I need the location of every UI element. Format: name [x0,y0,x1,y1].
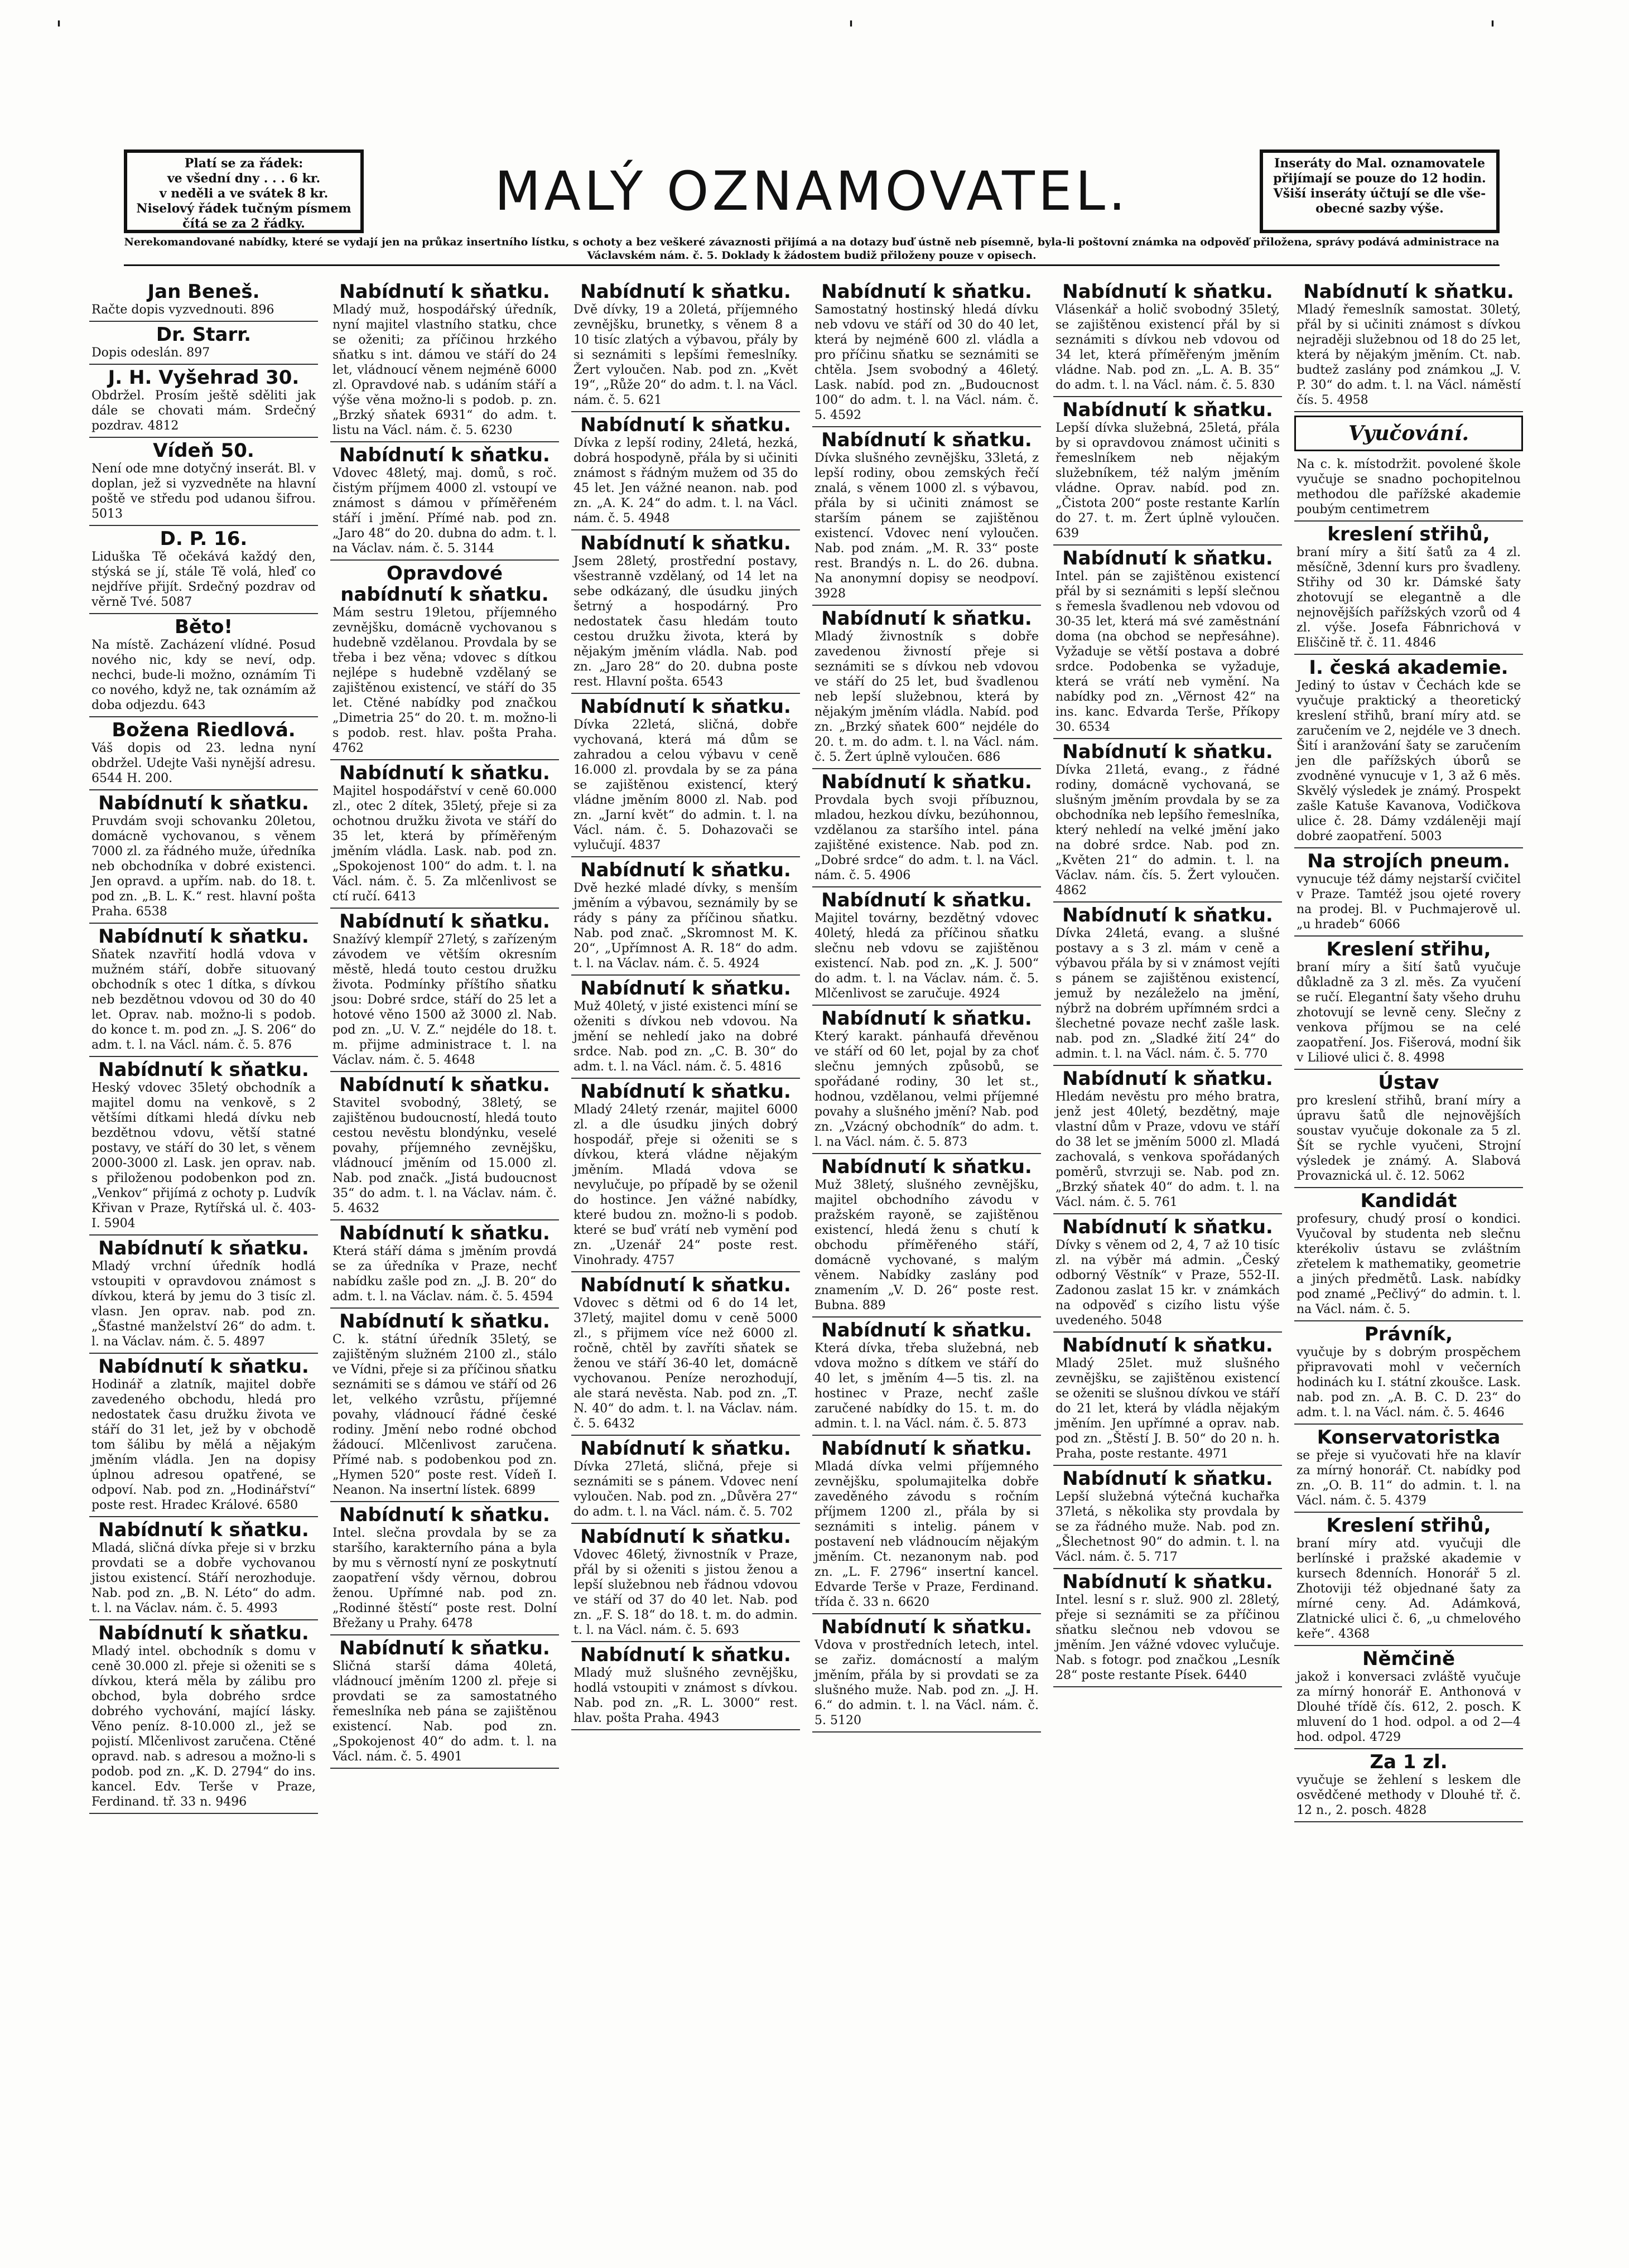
ad-text: Stavitel svobodný, 38letý, se zajištěnou budoucností, hledá touto cestou nevěstu blondýnku, veselé povahy, příjemného zevnějšku, vládnoucí jměním od 15.000 zl. Nab. pod značk. „Jistá budoucnost 35“ do adm. t. l. na Václav. nám. č. 5. 4632 [332,1096,557,1215]
classified-ad [330,1635,559,1769]
ad-text: Muž 38letý, slušného zevnějšku, majitel obchodního závodu v pražském rayoně, se zajištěnou existencí, hledá ženu s chutí k obchodu příměřeného stáří, domácně vychované, s malým věnem. Nabídky zaslány pod znamením „V. D. 26“ poste rest. Bubna. 889 [814,1178,1039,1312]
ad-heading: Nabídnutí k sňatku. [1062,1468,1273,1490]
classified-ad [89,717,318,790]
ad-heading: Nabídnutí k sňatku. [98,1622,309,1644]
ad-heading: Nabídnutí k sňatku. [339,910,550,933]
ad-text: Mám sestru 19letou, příjemného zevnějšku, domácně vychovanou s hudebně vzdělanou. Provdala by se třeba i bez věna; vdovec s dítkou nejlépe s hudebně vzdělaný se zajištěnou existencí, ve stáří do 35 let. Ctěné nabídky pod značkou „Dimetria 25“ do 20. t. m. možno-li s podob. rest. hlav. pošta Praha. 4762 [332,606,557,755]
ad-text: Vdovec 46letý, živnostník v Praze, přál by si oženiti s jistou ženou a lepší služebnou neb řádnou vdovou ve stáří od 37 do 40 let. Nab. pod zn. „F. S. 18“ do 18. t. m. do admin. t. l. na Václ. nám. č. 5. 693 [573,1548,798,1637]
ad-heading: Nabídnutí k sňatku. [98,1059,309,1081]
ad-text: Mladá dívka velmi příjemného zevnějšku, spolumajitelka dobře zaveděného závodu s ročním příjmem 1200 zl., přála by si seznámiti s intelig. pánem v postavení neb vládnoucím nějakým jměním. Ct. nezanonym nab. pod zn. „L. F. 2796“ insertní kancel. Edvarde Terše v Praze, Ferdinand. třída č. 33 n. 6620 [814,1460,1039,1609]
ad-text: Mladý živnostník s dobře zavedenou živností přeje si seznámiti se s dívkou neb vdovou ve stáří do 25 let, bud švadlenou neb lepší služebnou, která by nějakým jměním vládla. Nabíd. pod zn. „Brzký sňatek 600“ nejdéle do 20. t. m. do adm. t. l. na Václ. nám. č. 5. Žert úplně vyloučen. 686 [814,630,1039,764]
ad-text: Na c. k. místodržit. povolené škole vyučuje se snadno pochopitelnou methodou dle pařížské akademie poubým centimetrem [1297,457,1521,517]
ad-text: braní míry a šití šatů za 4 zl. měsíčně, 3denní kurs pro švadleny. Střihy od 30 kr. Dámské šaty zhotovují se elegantně a dle nejnovějších pařížských vzorů od 4 zl. výše. Josefa Fábnrichová v Eliščině tř. č. 11. 4846 [1297,546,1521,650]
scan-mark-right: ' [1490,17,1496,42]
ad-heading: Kandidát [1360,1190,1457,1212]
classified-ad [89,438,318,526]
ad-heading: Nabídnutí k sňatku. [98,1237,309,1260]
ad-heading: Nabídnutí k sňatku. [1062,1068,1273,1090]
ad-text: Který karakt. pánhaufá dřevěnou ve stáří od 60 let, pojal by za choť slečnu jemných způsobů, se spořádané rodiny, 30 let st., hodnou, vzdělanou, velmi příjemné povahy a slušného jmění? Nab. pod zn. „Vzácný obchodník“ do adm. t. l. na Václ. nám. č. 5. 873 [814,1030,1039,1149]
ad-heading: Nabídnutí k sňatku. [580,696,791,718]
ad-text: Mladý muž slušného zevnějšku, hodlá vstoupiti v známost s dívkou. Nab. pod zn. „R. L. 3000“ rest. hlav. pošta Praha. 4943 [573,1666,798,1725]
ad-text: pro kreslení střihů, braní míry a úpravu šatů dle nejnovějších soustav vyučuje dokonale za 5 zl. Šít se rychle vyučeni, Strojní výsledek je známý. A. Slabová Provaznická ul. č. 12. 5062 [1297,1094,1521,1183]
ad-text: Samostatný hostinský hledá dívku neb vdovu ve stáří od 30 do 40 let, která by nejméně 600 zl. vládla a pro příčinu sňatku se seznámiti se chtěla. Jsem svobodný a 46letý. Lask. nabíd. pod zn. „Budoucnost 100“ do adm. t. l. na Václ. nám. č. 5. 4592 [814,303,1039,422]
classified-ad [1053,546,1282,739]
ad-text: Jsem 28letý, prostřední postavy, všestranně vzdělaný, od 14 let na sebe odkázaný, dle úsudku jiných šetrný a hospodárný. Pro nedostatek času hledám touto cestou družku života, která by nějakým jměním vládla. Nab. pod zn. „Jaro 28“ do 20. dubna poste rest. Hlavní pošta. 6543 [573,554,798,689]
column-2 [330,279,559,2187]
ad-text: Mladý vrchní úředník hodlá vstoupiti v opravdovou známost s dívkou, která by jemu do 3 tisíc zl. vlasn. Jen oprav. nab. pod zn. „Šťastné manželství 26“ do adm. t. l. na Václav. nám. č. 5. 4897 [91,1260,316,1349]
ad-heading: Nabídnutí k sňatku. [580,1644,791,1666]
masthead [124,149,1500,233]
ad-text: Lepší dívka služebná, 25letá, přála by si opravdovou známost učiniti s řemeslníkem neb nějakým služebníkem, též nalým jměním vládne. Oprav. nabíd. pod zn. „Čistota 200“ poste restante Karlín do 27. t. m. Žert úplně vyloučen. 639 [1056,421,1280,541]
ad-heading: Nabídnutí k sňatku. [580,977,791,1000]
classified-ad [89,790,318,924]
ad-heading: Dr. Starr. [156,324,252,346]
ad-heading: Němčině [1362,1648,1455,1670]
classified-ad [1053,903,1282,1066]
ad-heading: Jan Beneš. [147,281,260,303]
ad-text: Vdova v prostředních letech, intel. se zařiz. domácností a malým jměním, přála by si provdati se za slušného muže. Nab. pod zn. „J. H. 6.“ do admin. t. l. na Václ. nám. č. 5. 5120 [814,1638,1039,1727]
ad-text: Dívka z lepší rodiny, 24letá, hezká, dobrá hospodyně, přála by si učiniti známost s řádným mužem od 35 do 45 let. Jen vážné neanon. nab. pod zn. „A. K. 24“ do adm. t. l. na Václ. nám. č. 5. 4948 [573,436,798,525]
ad-columns [89,279,1540,2187]
column-5 [1053,279,1282,2187]
ad-text: Hledám nevěstu pro mého bratra, jenž jest 40letý, bezdětný, maje vlastní dům v Praze, vdovu ve stáří do 38 let se jměním 5000 zl. Mladá zachovalá, s venkova spořádaných poměrů, stvrzuji se. Nab. pod zn. „Brzký sňatek 40“ do adm. t. l. na Václ. nám. č. 5. 761 [1056,1090,1280,1209]
classified-ad [1294,1425,1523,1513]
ad-text: vyučuje by s dobrým prospěchem připravovati mohl v večerních hodinách ku I. státní zkoušce. Lask. nab. pod zn. „A. B. C. D. 23“ do adm. t. l. na Václ. nám. č. 5. 4646 [1297,1345,1521,1420]
ad-text: Liduška Tě očekává každý den, stýská se jí, stále Tě volá, hleď co nejdříve přijít. Srdečný pozdrav od věrně Tvé. 5087 [91,550,316,609]
ad-text: Mladá, sličná dívka přeje si v brzku provdati se a dobře vychovanou jistou existencí. Stáří nerozhoduje. Nab. pod zn. „B. N. Léto“ do adm. t. l. na Václav. nám. č. 5. 4993 [91,1541,316,1615]
ad-text: braní míry a šití šatů vyučuje důkladně za 3 zl. měs. Za vyučení se ručí. Elegantní šaty všeho druhu zhotovují se levně ceny. Slečny z venkova příjmou se na celé zaopatření. Jos. Fišerová, modní šik v Liliové ulici č. 8. 4998 [1297,961,1521,1065]
ad-text: Váš dopis od 23. ledna nyní obdržel. Udejte Vaši nynější adresu. 6544 H. 200. [91,741,316,785]
ad-text: profesury, chudý prosí o kondici. Vyučoval by studenta neb slečnu kterékoliv ústavu se zvláštním zřetelem k mathematiky, geometrie a jiných předmětů. Lask. nabídky pod znamé „Pečlivý“ do admin. t. l. na Václ. nám. č. 5. [1297,1212,1521,1316]
ad-heading: Konservatoristka [1317,1426,1501,1449]
ad-heading: Nabídnutí k sňatku. [339,1222,550,1244]
ad-text: Heský vdovec 35letý obchodník a majitel domu na venkově, s 2 většími dítkami hledá dívku neb bezdětnou vdovu, větší statné postavy, ve stáří do 30 let, s věnem 2000-3000 zl. Lask. jen oprav. nab. s přiloženou podobenkon pod zn. „Venkov“ přijímá z ochoty p. Ludvík Křivan v Praze, Rytířská ul. č. 403-I. 5904 [91,1081,316,1230]
ad-heading: Nabídnutí k sňatku. [1062,281,1273,303]
column-6 [1294,279,1523,2187]
ad-heading: kreslení střihů, [1327,523,1490,546]
ad-heading: Běto! [174,616,233,638]
classified-ad [571,857,800,976]
classified-ad [1294,1646,1523,1749]
ad-text: Snažívý klempíř 27letý, s zařízeným závodem ve větším okresním městě, hledá touto cestou družku života. Podmínky příštího sňatku jsou: Dobré srdce, stáří do 25 let a hotové věno 1500 až 3000 zl. Nab. pod zn. „U. V. Z.“ nejdéle do 18. t. m. přijme administrace t. l. na Václav. nám. č. 5. 4648 [332,933,557,1067]
ad-heading: Nabídnutí k sňatku. [339,1504,550,1526]
ad-text: Jediný to ústav v Čechách kde se vyučuje praktický a theoretický kreslení střihů, braní míry atd. se zaručením ve 2, nejdéle ve 3 dnech. Šití i aranžování šaty se zaručením jen dle pařížských úborů se zvodněné vynucuje v 1, 3 až 6 měs. Skvělý výsledek je známý. Prospekt zašle Katuše Kavanova, Vodičkova ulice č. 28. Dámy vzdáleněji mají dobré zaopatření. 5003 [1297,679,1521,843]
ad-text: Dívka 21letá, evang., z řádné rodiny, domácně vychovaná, se slušným jměním provdala by se za obchodníka neb lepšího řemeslníka, který nehledí na velké jmění jako na dobré srdce. Nab. pod zn. „Květen 21“ do admin. t. l. na Václav. nám. čís. 5. Žert vyloučen. 4862 [1056,763,1280,897]
ad-text: Mladý intel. obchodník s domu v ceně 30.000 zl. přeje si oženiti se s dívkou, která měla by zálibu pro obchod, byla dobrého srdce dobrého vychování, mající lásky. Věno peníz. 8-10.000 zl., jež se pojistí. Mlčenlivost zaručena. Ctěné opravd. nab. s adresou a možno-li s podob. pod zn. „K. D. 2794“ do ins. kancel. Edv. Terše v Praze, Ferdinand. tř. 33 n. 9496 [91,1644,316,1809]
notice-line: Nerekomandované nabídky, které se vydají jen na průkaz insertního lístku, s ochoty a bez veškeré závaznosti přijímá a na dotazy buď ústně neb písemně, byla-li poštovní známka na odpověď přiložena, správy podává administrace na Václavském nám. č. 5. Doklady k žádostem budiž přiloženy pouze v opisech. [124,235,1500,266]
ad-text: Dívka slušného zevnějšku, 33letá, z lepší rodiny, obou zemských řečí znalá, s věnem 1000 zl. s výbavou, přála by si učiniti známost se starším pánem se zajištěnou existencí. Vdovec není vyloučen. Nab. pod znám. „M. R. 33“ poste rest. Brandýs n. L. do 26. dubna. Na anonymní dopisy se neodpoví. 3928 [814,451,1039,601]
ad-heading: Nabídnutí k sňatku. [821,1319,1032,1342]
ad-heading: Nabídnutí k sňatku. [98,792,309,814]
scan-mark-center: ' [848,17,854,42]
classified-ad [812,1614,1041,1733]
classified-ad [1294,1070,1523,1188]
classified-ad [1053,1066,1282,1214]
classified-ad [1053,279,1282,397]
ad-heading: Nabídnutí k sňatku. [580,1080,791,1103]
inserts-box: Inseráty do Mal. oznamovatele přijímají se pouze do 12 hodin. Všiší inseráty účtují se dle vše- obecné sazby výše. [1260,149,1500,233]
ad-heading: Nabídnutí k sňatku. [339,281,550,303]
column-1 [89,279,318,2187]
classified-ad [1053,1214,1282,1333]
ad-text: vynucuje též dámy nejstarší cvičitel v Praze. Tamtéž jsou ojeté rovery na prodej. Bl. v Puchmajerově ul. „u hradeb“ 6066 [1297,872,1521,932]
ad-heading: Božena Riedlová. [112,719,296,741]
ad-text: Muž 40letý, v jisté existenci míní se oženiti s dívkou neb vdovou. Na jmění se nehledí jako na dobré srdce. Nab. pod zn. „C. B. 30“ do adm. t. l. na Václ. nám. č. 5. 4816 [573,1000,798,1074]
classified-ad [89,322,318,365]
classified-ad [571,412,800,530]
ad-heading: Nabídnutí k sňatku. [821,1437,1032,1460]
classified-ad [1294,1749,1523,1822]
classified-ad [812,769,1041,887]
ad-heading: D. P. 16. [160,528,248,550]
classified-ad [571,279,800,412]
classified-ad [330,1309,559,1502]
classified-ad [330,442,559,561]
ad-heading: J. H. Vyšehrad 30. [108,366,300,389]
ad-text: jakož i konversaci zvláště vyučuje za mírný honorář E. Anthonová v Dlouhé třídě čís. 612, 2. posch. K mluvení do 1 hod. odpol. a od 2—4 hod. odpol. 4729 [1297,1670,1521,1744]
ad-heading: Nabídnutí k sňatku. [339,762,550,784]
ad-text: Vdovec s dětmi od 6 do 14 let, 37letý, majitel domu v ceně 5000 zl., s přijmem více než 6000 zl. ročně, chtěl by zavříti sňatek se ženou ve stáří 36-40 let, domácně vychovanou. Peníze nerozhodují, ale stará nevěsta. Nab. pod zn. „T. N. 40“ do adm. t. l. na Václav. nám. č. 5. 6432 [573,1296,798,1431]
ad-heading: Nabídnutí k sňatku. [821,607,1032,630]
ad-heading: Nabídnutí k sňatku. [580,1437,791,1460]
ad-text: Která stáří dáma s jměním provdá se za úředníka v Praze, nechť nabídku zašle pod zn. „J. B. 20“ do adm. t. l. na Václav. nám. č. 5. 4594 [332,1244,557,1304]
ad-heading: Nabídnutí k sňatku. [1062,547,1273,570]
classified-ad [1053,397,1282,546]
classified-ad [571,1524,800,1642]
ad-heading: Nabídnutí k sňatku. [821,1007,1032,1030]
classified-ad [1294,455,1523,522]
classified-ad [571,1272,800,1436]
ad-heading: Nabídnutí k sňatku. [821,889,1032,911]
ad-heading: I. česká akademie. [1309,657,1508,679]
ad-heading: Nabídnutí k sňatku. [1062,741,1273,763]
classified-ad [1294,1513,1523,1646]
classified-ad [330,1072,559,1220]
ad-heading: Za 1 zl. [1370,1751,1448,1773]
ad-heading: Nabídnutí k sňatku. [1303,281,1514,303]
ad-heading: Na strojích pneum. [1307,850,1510,872]
ad-heading: Nabídnutí k sňatku. [580,281,791,303]
ad-heading: Nabídnutí k sňatku. [1062,1216,1273,1238]
ad-text: Dopis odeslán. 897 [91,346,210,360]
ad-text: Dvě hezké mladé dívky, s menším jměním a výbavou, seznámily by se rády s pány za příčinou sňatku. Nab. pod znač. „Skromnost M. K. 20“, „Upřímnost A. R. 18“ do adm. t. l. na Václav. nám. č. 5. 4924 [573,881,798,971]
classified-ad [89,924,318,1057]
ad-heading: Nabídnutí k sňatku. [1062,399,1273,421]
classified-ad [1294,1188,1523,1321]
ad-heading: Právník, [1364,1323,1453,1345]
ad-heading: Opravdové nabídnutí k sňatku. [340,562,549,606]
ad-text: vyučuje se žehlení s leskem dle osvědčené methody v Dlouhé tř. č. 12 n., 2. posch. 4828 [1297,1773,1521,1817]
ad-text: Sličná starší dáma 40letá, vládnoucí jměním 1200 zl. přeje si provdati se za samostatného řemeslníka neb pána se zajištěnou existencí. Nab. pod zn. „Spokojenost 40“ do adm. t. l. na Václ. nám. č. 5. 4901 [332,1659,557,1764]
ad-text: C. k. státní úředník 35letý, se zajištěným služném 2100 zl., stálo ve Vídni, přeje si za příčinou sňatku seznámiti se s dámou ve stáří od 26 let, velkého vzrůstu, příjemné povahy, vládnoucí řádné české rodiny. Jmění nebo rodné obchod žádoucí. Mlčenlivost zaručena. Přímé nab. s podobenkou pod zn. „Hymen 520“ poste rest. Vídeň I. Neanon. Na insertní lístek. 6899 [332,1333,557,1497]
ad-text: Vlásenkář a holič svobodný 35letý, se zajištěnou existencí přál by si seznámiti s dívkou neb vdovou od 34 let, která příměřeným jměním vládne. Nab. pod zn. „L. A. B. 35“ do adm. t. l. na Václ. nám. č. 5. 830 [1056,303,1280,392]
ad-heading: Nabídnutí k sňatku. [98,925,309,948]
page-title: MALÝ OZNAMOVATEL. [494,160,1129,223]
ad-text: Která dívka, třeba služebná, neb vdova možno s dítkem ve stáří do 40 let, s jměním 4—5 tis. zl. na hostinec v Praze, nechť zašle zaručené nabídky do 15. t. m. do admin. t. l. na Václ. nám. č. 5. 873 [814,1342,1039,1431]
ad-heading: Nabídnutí k sňatku. [821,1156,1032,1178]
classified-ad [89,526,318,614]
classified-ad [1294,655,1523,848]
classified-ad [1294,937,1523,1070]
ad-heading: Nabídnutí k sňatku. [580,1274,791,1296]
ad-text: Sňatek nzavřití hodlá vdova v mužném stáří, dobře situovaný obchodník s otec 1 dítka, s dívkou neb bezdětnou vdovou od 30 do 40 let. Oprav. nab. možno-li s podob. do konce t. m. pod zn. „J. S. 206“ do adm. t. l. na Václ. nám. č. 5. 876 [91,948,316,1052]
ad-text: Dívka 22letá, sličná, dobře vychovaná, která má dům se zahradou a celou výbavu v ceně 16.000 zl. provdala by se za pána se zajištěnou existencí, který vládne jměním 8000 zl. Nab. pod zn. „Jarní květ“ do admin. t. l. na Václ. nám. č. 5. Dohazovači se vylučují. 4837 [573,718,798,852]
ad-text: Mladý muž, hospodářský úředník, nyní majitel vlastního statku, chce se oženiti; za příčinou hrzkého sňatku s int. dámou ve stáří do 24 let, vládnoucí věnem nejméně 6000 zl. Opravdové nab. s udáním stáří a výše věna možno-li s podob. p. zn. „Brzký sňatek 6931“ do adm. t. listu na Václ. nám. č. 5. 6230 [332,303,557,437]
ad-text: Dívka 27letá, sličná, přeje si seznámiti se s pánem. Vdovec není vyloučen. Nab. pod zn. „Důvěra 27“ do adm. t. l. na Václ. nám. č. 5. 702 [573,1460,798,1519]
ad-text: Dvě dívky, 19 a 20letá, příjemného zevnějšku, brunetky, s věnem 8 a 10 tisíc zlatých a výbavou, přály by si seznámiti s lepšími řemeslníky. Žert vyloučen. Nab. pod zn. „Květ 19“, „Růže 20“ do adm. t. l. na Václ. nám. č. 5. 621 [573,303,798,407]
column-3 [571,279,800,2187]
classified-ad [1294,279,1523,412]
ad-heading: Nabídnutí k sňatku. [580,1526,791,1548]
ad-heading: Nabídnutí k sňatku. [821,281,1032,303]
classified-ad [571,1079,800,1272]
ad-text: Dívky s věnem od 2, 4, 7 až 10 tisíc zl. na výběr má admin. „Český odborný Věstník“ v Praze, 552-II. Zadonou zaslat 15 kr. v známkách na odpověď s cizího listu výše uvedeného. 5048 [1056,1238,1280,1328]
ad-text: Obdržel. Prosím ještě sděliti jak dále se chovati mám. Srdečný pozdrav. 4812 [91,389,316,433]
classified-ad [812,427,1041,606]
ad-heading: Nabídnutí k sňatku. [1062,1571,1273,1593]
ad-heading: Nabídnutí k sňatku. [821,1616,1032,1638]
classified-ad [571,1436,800,1524]
ad-heading: Nabídnutí k sňatku. [339,444,550,466]
classified-ad [330,561,559,760]
classified-ad [89,1620,318,1814]
ad-heading: Nabídnutí k sňatku. [339,1074,550,1096]
ad-text: Lepší služebná výtečná kuchařka 37letá, s několika sty provdala by se za řádného muže. Nab. pod zn. „Šlechetnost 90“ do admin. t. l. na Václ. nám. č. 5. 717 [1056,1490,1280,1564]
ad-text: Intel. pán se zajištěnou existencí přál by si seznámiti s lepší slečnou s řemesla švadlenou neb vdovou od 30-35 let, která má své zaměstnání doma (na obchod se nepřesáhne). Vyžaduje se větší postava a dobré srdce. Podobenka se vyžaduje, která se vrátí neb vymění. Na nabídky pod zn. „Věrnost 42“ na ins. kanc. Edvarda Terše, Příkopy 30. 6534 [1056,570,1280,734]
classified-ad [1294,848,1523,937]
classified-ad [571,976,800,1079]
classified-ad [812,1318,1041,1436]
classified-ad [330,760,559,909]
classified-ad [1053,1333,1282,1466]
classified-ad [1053,1569,1282,1687]
classified-ad [1053,1466,1282,1569]
ad-heading: Kreslení střihů, [1326,1514,1491,1537]
ad-heading: Nabídnutí k sňatku. [98,1519,309,1541]
ad-text: Pruvdám svoji schovanku 20letou, domácně vychovanou, s věnem 7000 zl. za řádného muže, úředníka neb obchodníka v dobré existenci. Jen opravd. a upřím. nab. do 18. t. pod zn. „B. L. K.“ rest. hlavní pošta Praha. 6538 [91,814,316,919]
ad-text: Není ode mne dotyčný inserát. Bl. v doplan, jež si vyzvedněte na hlavní poště ve středu pod udanou šifrou. 5013 [91,462,316,521]
ad-heading: Nabídnutí k sňatku. [821,429,1032,451]
classified-ad [330,1502,559,1635]
classified-ad [89,279,318,322]
ad-text: Hodinář a zlatník, majitel dobře zavedeného obchodu, hledá pro nedostatek času družku života ve stáří do 31 let, jež by v obchodě tom šálibu by mělá a nějakým jměním vládla. Jen na dopisy úplnou adresou opatřené, se odpoví. Nab. pod zn. „Hodinářství“ poste rest. Hradec Králové. 6580 [91,1378,316,1512]
classified-ad [89,1236,318,1354]
scan-mark-left: ' [56,17,62,42]
price-box: Platí se za řádek: ve všední dny . . . 6 kr. v neděli a ve svátek 8 kr. Niselový řádek tučným písmem čítá se za 2 řádky. [124,149,364,233]
classified-ad [1294,522,1523,655]
ad-heading: Ústav [1378,1072,1439,1094]
classified-ad [330,1220,559,1309]
classified-ad [812,279,1041,427]
ad-text: Račte dopis vyzvednouti. 896 [91,303,274,317]
ad-text: Intel. lesní s r. služ. 900 zl. 28letý, přeje si seznámiti se za příčinou sňatku slečnou neb vdovou se jměním. Jen vážné vdovec vylučuje. Nab. s fotogr. pod značkou „Lesník 28“ poste restante Písek. 6440 [1056,1593,1280,1682]
ad-heading: Nabídnutí k sňatku. [1062,904,1273,926]
ad-heading: Vídeň 50. [153,440,254,462]
classified-ad [1053,739,1282,903]
ad-text: Majitel hospodářství v ceně 60.000 zl., otec 2 dítek, 35letý, přeje si za ochotnou družku života ve stáří do 35 let, která by příměřeným jměním vládla. Lask. nab. pod zn. „Spokojenost 100“ do adm. t. l. na Václ. nám. č. 5. Za mlčenlivost se ctí ručí. 6413 [332,784,557,904]
ad-text: Dívka 24letá, evang. a slušné postavy a s 3 zl. mám v ceně a výbavou přála by si v známost vejíti s pánem se zajištěnou existencí, jemuž by nezáleželo na jmění, nýbrž na dobrém upřímném srdci a šlechetné povaze nechť zašle lask. nab. pod zn. „Sladké žití 24“ do admin. t. l. na Václ. nám. č. 5. 770 [1056,926,1280,1061]
classified-ad [812,1436,1041,1614]
ad-heading: Nabídnutí k sňatku. [98,1355,309,1378]
ad-heading: Nabídnutí k sňatku. [339,1310,550,1333]
classified-ad [812,1154,1041,1318]
ad-text: Provdala bych svoji příbuznou, mladou, hezkou dívku, bezúhonnou, vzdělanou za staršího intel. pána zajištěné existence. Nab. pod zn. „Dobré srdce“ do adm. t. l. na Václ. nám. č. 5. 4906 [814,793,1039,882]
ad-heading: Kreslení střihu, [1326,938,1491,961]
ad-text: Mladý řemeslník samostat. 30letý, přál by si učiniti známost s dívkou nejraději služebnou od 18 do 25 let, která by nějakým jměním. Ct. nab. budtež zaslány pod známkou „J. V. P. 30“ do adm. t. l. na Václ. náměstí čís. 5. 4958 [1297,303,1521,407]
ad-text: se přeje si vyučovati hře na klavír za mírný honorář. Ct. nabídky pod zn. „O. B. 11“ do admin. t. l. na Václ. nám. č. 5. 4379 [1297,1449,1521,1508]
section-heading: Vyučování. [1294,416,1523,451]
ad-heading: Nabídnutí k sňatku. [821,771,1032,793]
ad-text: Mladý 25let. muž slušného zevnějšku, se zajištěnou existencí se oženiti se slušnou dívkou ve stáří do 21 let, která by vládla nějakým jměním. Jen upřímné a oprav. nab. pod zn. „Štěstí J. B. 50“ do 20 n. h. Praha, poste restante. 4971 [1056,1357,1280,1461]
classified-ad [89,1354,318,1517]
ad-text: Intel. slečna provdala by se za staršího, karakterního pána a byla by mu s věrností nyní ze poskytnutí zaopatření všdy věrnou, dobrou ženou. Upřímné nab. pod zn. „Rodinné štěstí“ poste rest. Dolní Břežany u Prahy. 6478 [332,1526,557,1630]
ad-heading: Nabídnutí k sňatku. [580,859,791,881]
ad-text: Vdovec 48letý, maj. domů, s roč. čistým příjmem 4000 zl. vstoupí ve známost s dámou v příměřeném stáří i jmění. Přímé nab. pod zn. „Jaro 48“ do 20. dubna do adm. t. l. na Václav. nám. č. 5. 3144 [332,466,557,556]
classified-ad [330,909,559,1072]
ad-text: Na místě. Zacházení vlídné. Posud nového nic, kdy se neví, odp. nechci, bude-li možno, oznámím Ti co nového, když ne, tak oznámím až doba odjezdu. 643 [91,638,316,712]
classified-ad [571,1642,800,1730]
ad-text: Mladý 24letý rzenár, majitel 6000 zl. a dle úsudku jiných dobrý hospodář, přeje si oženiti se s dívkou, která vládne nějakým jměním. Mladá vdova se nevylučuje, po případě by se oženil do hostince. Jen vážné nabídky, které budou zn. možno-li s podob. které se buď vrátí neb vymění pod zn. „Uzenář 24“ poste rest. Vinohrady. 4757 [573,1103,798,1267]
classified-ad [330,279,559,442]
classified-ad [571,694,800,857]
classified-ad [812,606,1041,769]
column-4 [812,279,1041,2187]
classified-ad [812,1006,1041,1154]
classified-ad [89,1517,318,1620]
ad-heading: Nabídnutí k sňatku. [580,532,791,554]
ad-heading: Nabídnutí k sňatku. [580,414,791,436]
classified-ad [89,365,318,438]
ad-heading: Nabídnutí k sňatku. [1062,1334,1273,1357]
ad-heading: Nabídnutí k sňatku. [339,1637,550,1659]
classified-ad [1294,1321,1523,1425]
ad-text: braní míry atd. vyučuji dle berlínské i pražské akademie v kursech 8denních. Honorář 5 zl. Zhotoviji též objednané šaty za mírné ceny. Ad. Adámková, Zlatnické ulici č. 6, „u chmelového keře“. 4368 [1297,1537,1521,1641]
ad-text: Majitel továrny, bezdětný vdovec 40letý, hledá za příčinou sňatku slečnu neb vdovu se zajištěnou existencí. Nab. pod zn. „K. J. 500“ do adm. t. l. na Václav. nám. č. 5. Mlčenlivost se zaručuje. 4924 [814,911,1039,1001]
classified-ad [571,530,800,694]
classified-ad [89,1057,318,1236]
classified-ad [89,614,318,717]
classified-ad [812,887,1041,1006]
